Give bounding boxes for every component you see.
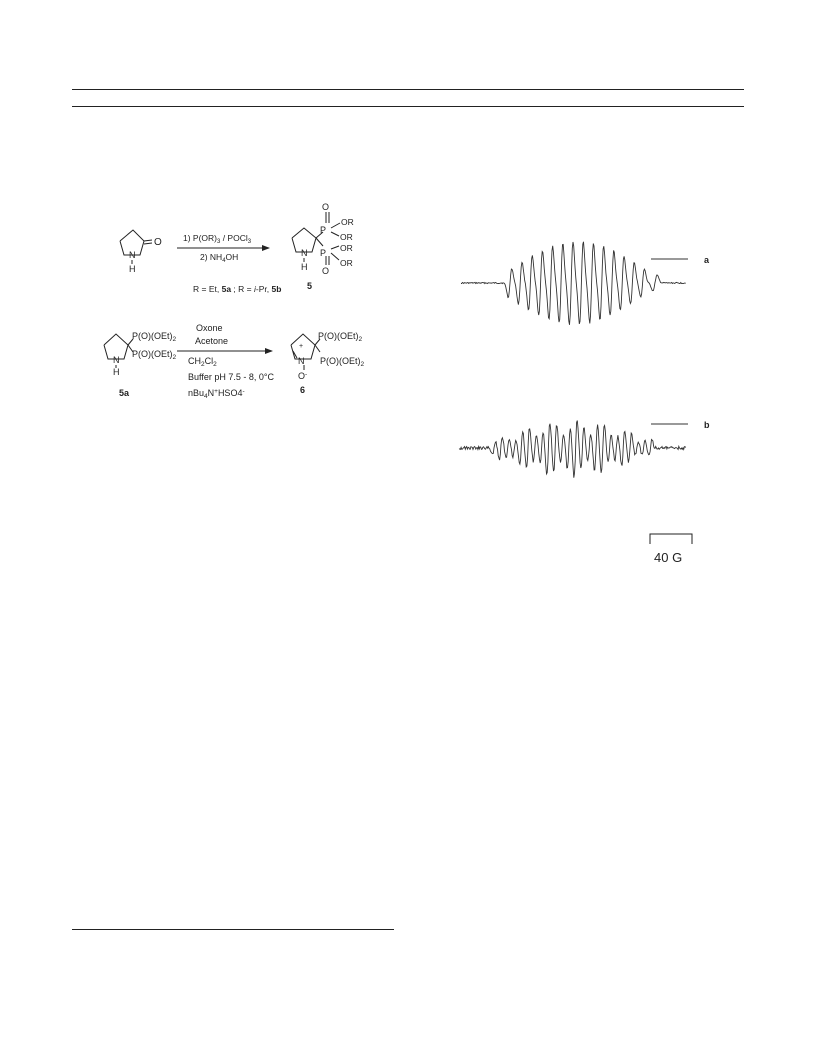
- 5a-substituent-bottom: $P(O)(OEt)_2$: [132, 349, 177, 361]
- compound-5a-label: 5a: [119, 388, 130, 398]
- or-label-4: OR: [340, 258, 353, 268]
- p1-label: P: [320, 225, 327, 235]
- compound-6-label: 6: [300, 385, 306, 395]
- epr-spectra: [459, 242, 710, 565]
- p2-label: P: [320, 248, 327, 258]
- epr-trace-b: [459, 421, 686, 478]
- nitrone-n-plus: +: [299, 343, 304, 350]
- nitrone-o-label: O-: [298, 371, 308, 381]
- carbonyl-o-label: O: [154, 237, 162, 248]
- 5a-h-label: H: [113, 367, 120, 377]
- trace-b-label: b: [704, 420, 710, 430]
- scheme2: [104, 323, 365, 400]
- ring-h-label: H: [129, 264, 136, 274]
- bisphosphonate-structure: [292, 212, 340, 265]
- scheme1-reagent-1: 1) $P(OR)_3$ / POCl$_3$: [183, 233, 252, 245]
- nitrone-6-structure: [291, 334, 320, 370]
- 5a-substituent-top: $P(O)(OEt)_2$: [132, 331, 177, 343]
- nitrone-n-label: N: [298, 356, 305, 366]
- scale-bar-label: 40 G: [654, 550, 683, 565]
- footnote-rule: [72, 929, 394, 930]
- reagent-ptc: nBu$_4$N+HSO4-: [188, 388, 245, 400]
- product5-n-label: N: [301, 248, 308, 258]
- epr-trace-a: [461, 242, 686, 325]
- or-label-1: OR: [341, 217, 354, 227]
- scale-bar: [650, 534, 692, 544]
- 5a-n-label: N: [113, 355, 120, 365]
- trace-a-label: a: [704, 255, 710, 265]
- reagent-acetone: Acetone: [195, 336, 229, 346]
- compound-5-label: 5: [307, 281, 313, 291]
- or-label-3: OR: [340, 243, 353, 253]
- pyrrolidinone-structure: [120, 230, 152, 255]
- scheme1-reagent-2: 2) $NH_4OH$: [200, 252, 239, 264]
- p1-oxo-label: O: [322, 202, 330, 212]
- or-label-2: OR: [340, 232, 353, 242]
- scheme1: [120, 202, 354, 294]
- 6-substituent-bottom: $P(O)(OEt)_2$: [320, 356, 365, 368]
- r-group-definition: R = Et, 5a ; R = i-Pr, 5b: [193, 284, 282, 294]
- product5-h-label: H: [301, 262, 308, 272]
- reagent-buffer: Buffer pH 7.5 - 8, 0°C: [188, 372, 274, 382]
- reagent-oxone: Oxone: [196, 323, 223, 333]
- 6-substituent-top: $P(O)(OEt)_2$: [318, 331, 363, 343]
- reagent-ch2cl2: $CH_2Cl_2$: [188, 356, 217, 368]
- p2-oxo-label: O: [322, 266, 330, 276]
- ring-n-label: N: [129, 250, 136, 260]
